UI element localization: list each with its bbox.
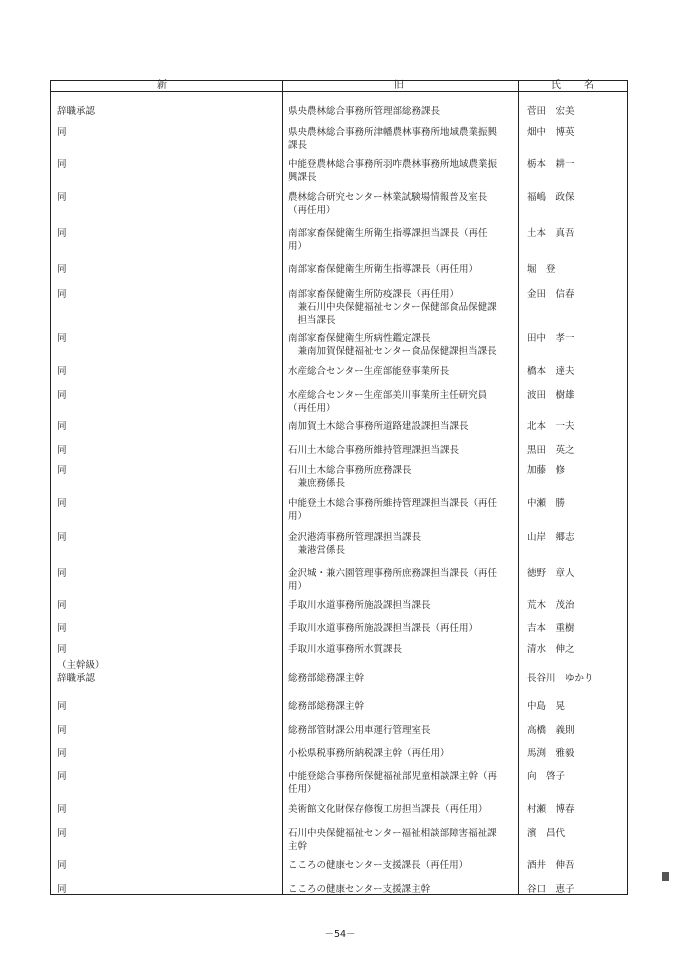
old-position: 南部家畜保健衛生所防疫課長（再任用） 兼石川中央保健福祉センター保健部食品保健課 担当課長 — [288, 289, 497, 326]
person-name: 村瀬 博春 — [527, 804, 575, 815]
new-position: 同 — [57, 264, 67, 275]
old-position: 南加賀土木総合事務所道路建設課担当課長 — [288, 421, 469, 432]
old-position: 手取川水道事務所施設課担当課長 — [288, 600, 431, 611]
person-name: 吉本 重樹 — [527, 623, 575, 634]
old-position: 南部家畜保健衛生所衛生指導課担当課長（再任 用） — [288, 228, 488, 252]
old-position: 県央農林総合事務所津幡農林事務所地域農業振興 課長 — [288, 127, 498, 151]
new-position: 同 — [57, 804, 67, 815]
old-position: 中能登土木総合事務所維持管理課担当課長（再任 用） — [288, 498, 498, 522]
scan-mark — [662, 872, 669, 881]
person-name: 菅田 宏美 — [527, 106, 575, 117]
old-position: 総務部総務課主幹 — [288, 701, 365, 712]
old-position: 南部家畜保健衛生所病性鑑定課長 兼南加賀保健福祉センター食品保健課担当課長 — [288, 333, 497, 357]
person-name: 徳野 章人 — [527, 568, 575, 579]
new-position: 同 — [57, 333, 67, 344]
new-position: 同 — [57, 568, 67, 579]
column-divider — [518, 81, 519, 894]
person-name: 北本 一夫 — [527, 421, 575, 432]
page-number: －54－ — [324, 929, 356, 940]
old-position: 水産総合センター生産部能登事業所長 — [288, 366, 450, 377]
person-name: 加藤 修 — [527, 465, 566, 476]
person-name: 谷口 恵子 — [527, 884, 575, 895]
person-name: 金田 信春 — [527, 289, 575, 300]
new-position: 同 — [57, 725, 67, 736]
old-position: 金沢港湾事務所管理課担当課長 兼港営係長 — [288, 532, 422, 556]
person-name: 栃本 耕一 — [527, 159, 575, 170]
old-position: 中能登総合事務所保健福祉部児童相談課主幹（再 任用） — [288, 771, 498, 795]
old-position: 手取川水道事務所施設課担当課長（再任用） — [288, 623, 479, 634]
old-position: 石川中央保健福祉センター福祉相談部障害福祉課 主幹 — [288, 828, 497, 852]
new-position: 同 — [57, 390, 67, 401]
new-position: 同 — [57, 623, 67, 634]
old-position: 中能登農林総合事務所羽咋農林事務所地域農業振 興課長 — [288, 159, 498, 183]
new-position: 同 — [57, 159, 67, 170]
new-position: 同 — [57, 748, 67, 759]
old-position: 手取川水道事務所水質課長 — [288, 644, 403, 655]
old-position: 県央農林総合事務所管理部総務課長 — [288, 106, 441, 117]
old-position: 美術館文化財保存修復工房担当課長（再任用） — [288, 804, 488, 815]
new-position: 同 — [57, 644, 67, 655]
person-name: 田中 孝一 — [527, 333, 575, 344]
column-header-name: 氏 名 — [551, 80, 595, 91]
column-divider — [282, 81, 283, 894]
person-name: 清水 伸之 — [527, 644, 575, 655]
person-name: 橋本 達夫 — [527, 366, 575, 377]
old-position: 農林総合研究センター林業試験場情報普及室長 （再任用） — [288, 192, 488, 216]
new-position: 同 — [57, 701, 67, 712]
old-position: こころの健康センター支援課長（再任用） — [288, 860, 469, 871]
new-position: 同 — [57, 127, 67, 138]
new-position: （主幹級） 辞職承認 — [57, 660, 105, 684]
personnel-table — [50, 80, 628, 895]
person-name: 馬渕 雅毅 — [527, 748, 575, 759]
person-name: 向 啓子 — [527, 771, 566, 782]
person-name: 長谷川 ゆかり — [527, 673, 594, 684]
column-header-new: 新 — [157, 80, 168, 91]
new-position: 同 — [57, 366, 67, 377]
person-name: 酒井 伸吾 — [527, 860, 575, 871]
new-position: 同 — [57, 600, 67, 611]
old-position: 小松県税事務所納税課主幹（再任用） — [288, 748, 450, 759]
person-name: 山岸 郷志 — [527, 532, 575, 543]
old-position: 総務部総務課主幹 — [288, 673, 365, 684]
new-position: 同 — [57, 421, 67, 432]
new-position: 同 — [57, 498, 67, 509]
person-name: 土本 真吾 — [527, 228, 575, 239]
person-name: 高橋 義則 — [527, 725, 575, 736]
old-position: 総務部管財課公用車運行管理室長 — [288, 725, 431, 736]
new-position: 同 — [57, 532, 67, 543]
person-name: 波田 樹雄 — [527, 390, 575, 401]
new-position: 同 — [57, 465, 67, 476]
person-name: 中瀬 勝 — [527, 498, 566, 509]
person-name: 畑中 博英 — [527, 127, 575, 138]
new-position: 同 — [57, 771, 67, 782]
old-position: 石川土木総合事務所維持管理課担当課長 — [288, 445, 460, 456]
person-name: 中島 晃 — [527, 701, 566, 712]
new-position: 同 — [57, 828, 67, 839]
person-name: 福嶋 政保 — [527, 192, 575, 203]
header-rule — [51, 91, 627, 92]
old-position: 金沢城・兼六園管理事務所庶務課担当課長（再任 用） — [288, 568, 498, 592]
old-position: 水産総合センター生産部美川事業所主任研究員 （再任用） — [288, 390, 488, 414]
new-position: 同 — [57, 289, 67, 300]
column-header-old: 旧 — [394, 80, 405, 91]
new-position: 同 — [57, 445, 67, 456]
new-position: 辞職承認 — [57, 106, 96, 117]
old-position: 石川土木総合事務所庶務課長 兼庶務係長 — [288, 465, 412, 489]
person-name: 濱 昌代 — [527, 828, 566, 839]
old-position: こころの健康センター支援課主幹 — [288, 884, 431, 895]
new-position: 同 — [57, 860, 67, 871]
person-name: 黒田 英之 — [527, 445, 575, 456]
new-position: 同 — [57, 884, 67, 895]
person-name: 堀 登 — [527, 264, 556, 275]
old-position: 南部家畜保健衛生所衛生指導課長（再任用） — [288, 264, 479, 275]
new-position: 同 — [57, 228, 67, 239]
new-position: 同 — [57, 192, 67, 203]
person-name: 荒木 茂治 — [527, 600, 575, 611]
